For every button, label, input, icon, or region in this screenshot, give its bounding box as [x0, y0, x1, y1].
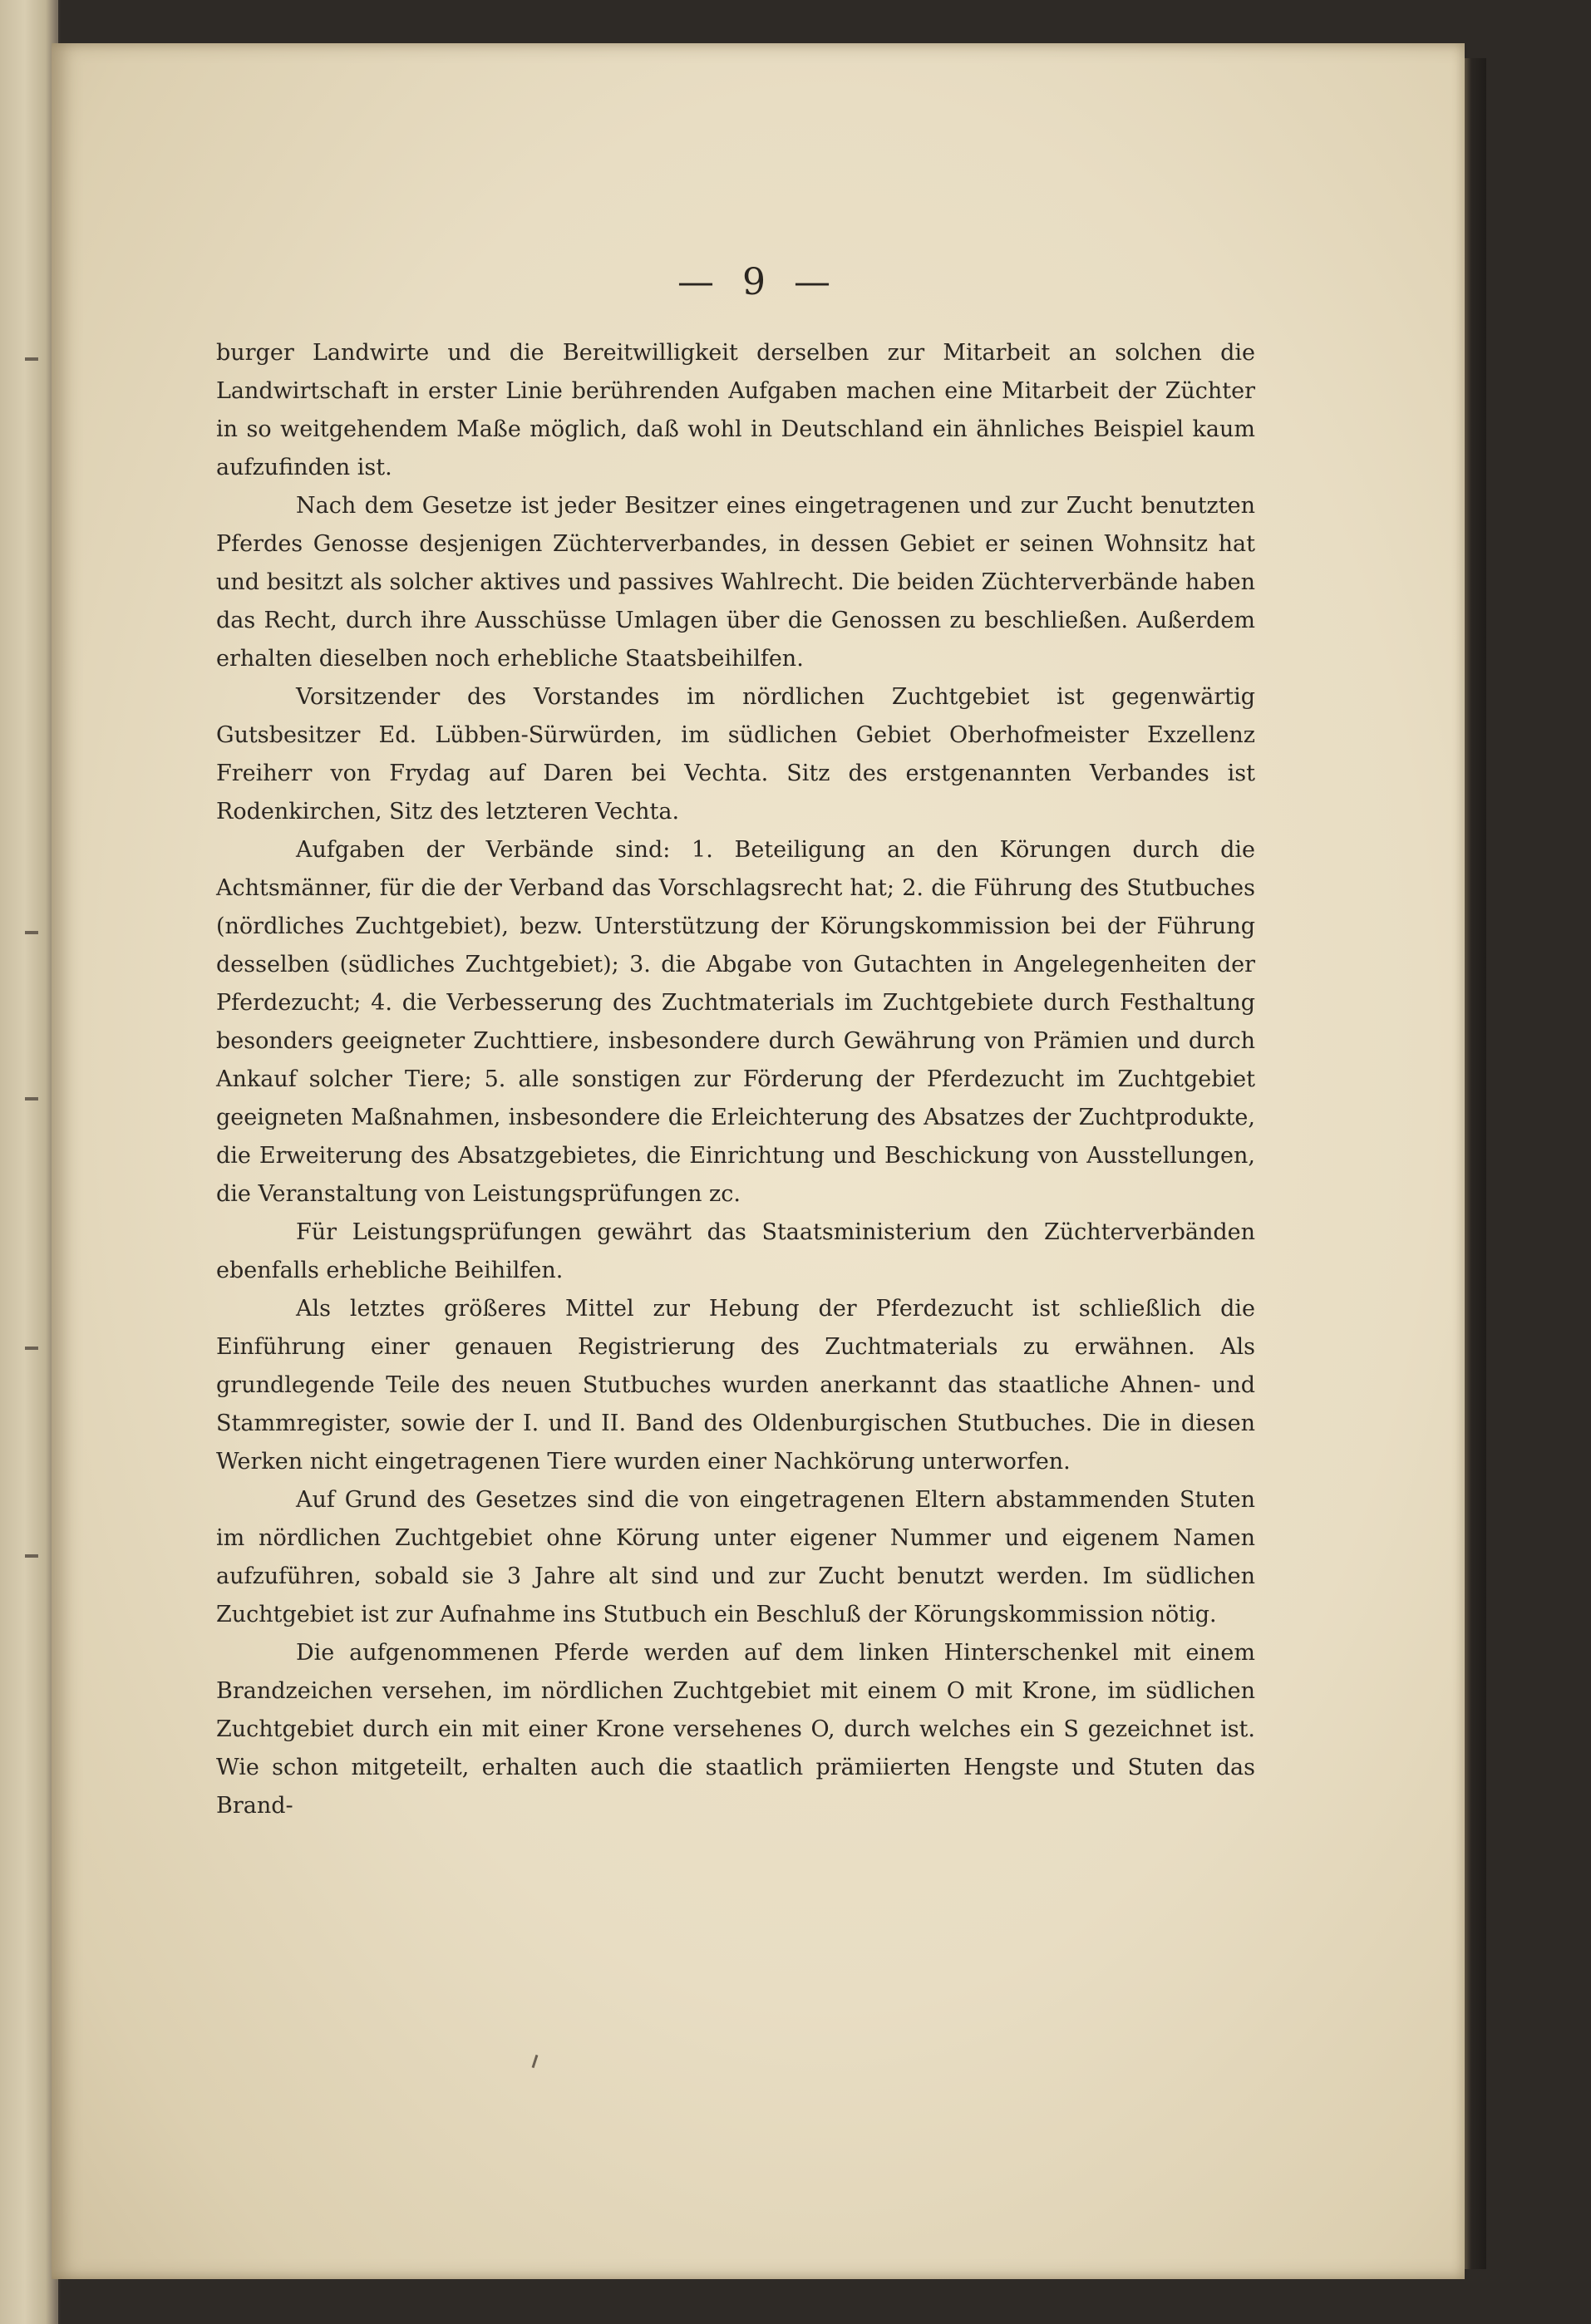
page-right-edge: [1465, 58, 1486, 2269]
binding-mark: [25, 1347, 38, 1350]
binding-mark: [25, 931, 38, 934]
paragraph: Nach dem Gesetze ist jeder Besitzer eines eingetragenen und zur Zucht benutzten Pferdes Genosse desjenigen Züchterverbandes, in dessen Gebiet er seinen Wohnsitz hat und besitzt als solcher aktives und passives Wahlrecht. Die beiden Züchterverbände haben das Recht, durch ihre Ausschüsse Umlagen über die Genossen zu beschließen. Außerdem erhalten dieselben noch erhebliche Staatsbeihilfen.: [216, 493, 1255, 672]
binding-mark: [25, 1097, 38, 1100]
page-number: — 9 —: [677, 261, 839, 303]
paragraph: Für Leistungsprüfungen gewährt das Staatsministerium den Züchterverbänden ebenfalls erhebliche Beihilfen.: [216, 1219, 1255, 1283]
book-page: [52, 43, 1465, 2279]
paragraph: Vorsitzender des Vorstandes im nördlichen Zuchtgebiet ist gegenwärtig Gutsbesitzer Ed. Lübben-Sürwürden, im südlichen Gebiet Oberhofmeister Exzellenz Freiherr von Frydag auf Daren bei Vechta. Sitz des erstgenannten Verbandes ist Rodenkirchen, Sitz des letzteren Vechta.: [216, 684, 1255, 825]
paragraph: Die aufgenommenen Pferde werden auf dem linken Hinterschenkel mit einem Brandzeichen versehen, im nördlichen Zuchtgebiet mit einem O mit Krone, im südlichen Zuchtgebiet durch ein mit einer Krone versehenes O, durch welches ein S gezeichnet ist. Wie schon mitgeteilt, erhalten auch die staatlich prämiierten Hengste und Stuten das Brand-: [216, 1640, 1255, 1819]
stray-ink-mark: [532, 2055, 539, 2068]
paragraph: Als letztes größeres Mittel zur Hebung der Pferdezucht ist schließlich die Einführung einer genauen Registrierung des Zuchtmaterials zu erwähnen. Als grundlegende Teile des neuen Stutbuches wurden anerkannt das staatliche Ahnen- und Stammregister, sowie der I. und II. Band des Oldenburgischen Stutbuches. Die in diesen Werken nicht eingetragenen Tiere wurden einer Nachkörung unterworfen.: [216, 1296, 1255, 1475]
binding-mark: [25, 1554, 38, 1558]
paragraph: Aufgaben der Verbände sind: 1. Beteiligung an den Körungen durch die Achtsmänner, für die der Verband das Vorschlagsrecht hat; 2. die Führung des Stutbuches (nördliches Zuchtgebiet), bezw. Unterstützung der Körungskommission bei der Führung desselben (südliches Zuchtgebiet); 3. die Abgabe von Gutachten in Angelegenheiten der Pferdezucht; 4. die Verbesserung des Zuchtmaterials im Zuchtgebiete durch Festhaltung besonders geeigneter Zuchttiere, insbesondere durch Gewährung von Prämien und durch Ankauf solcher Tiere; 5. alle sonstigen zur Förderung der Pferdezucht im Zuchtgebiet geeigneten Maßnahmen, insbesondere die Erleichterung des Absatzes der Zuchtprodukte, die Erweiterung des Absatzgebietes, die Einrichtung und Beschickung von Ausstellungen, die Veranstaltung von Leistungsprüfungen zc.: [216, 837, 1255, 1207]
body-text: [216, 334, 1255, 1825]
paragraph: Auf Grund des Gesetzes sind die von eingetragenen Eltern abstammenden Stuten im nördlichen Zuchtgebiet ohne Körung unter eigener Nummer und eigenem Namen aufzuführen, sobald sie 3 Jahre alt sind und zur Zucht benutzt werden. Im südlichen Zuchtgebiet ist zur Aufnahme ins Stutbuch ein Beschluß der Körungskommission nötig.: [216, 1487, 1255, 1627]
left-page-edge: [0, 0, 58, 2324]
paragraph: burger Landwirte und die Bereitwilligkeit derselben zur Mitarbeit an solchen die Landwirtschaft in erster Linie berührenden Aufgaben machen eine Mitarbeit der Züchter in so weitgehendem Maße möglich, daß wohl in Deutschland ein ähnliches Beispiel kaum aufzufinden ist.: [216, 340, 1255, 480]
binding-mark: [25, 357, 38, 361]
